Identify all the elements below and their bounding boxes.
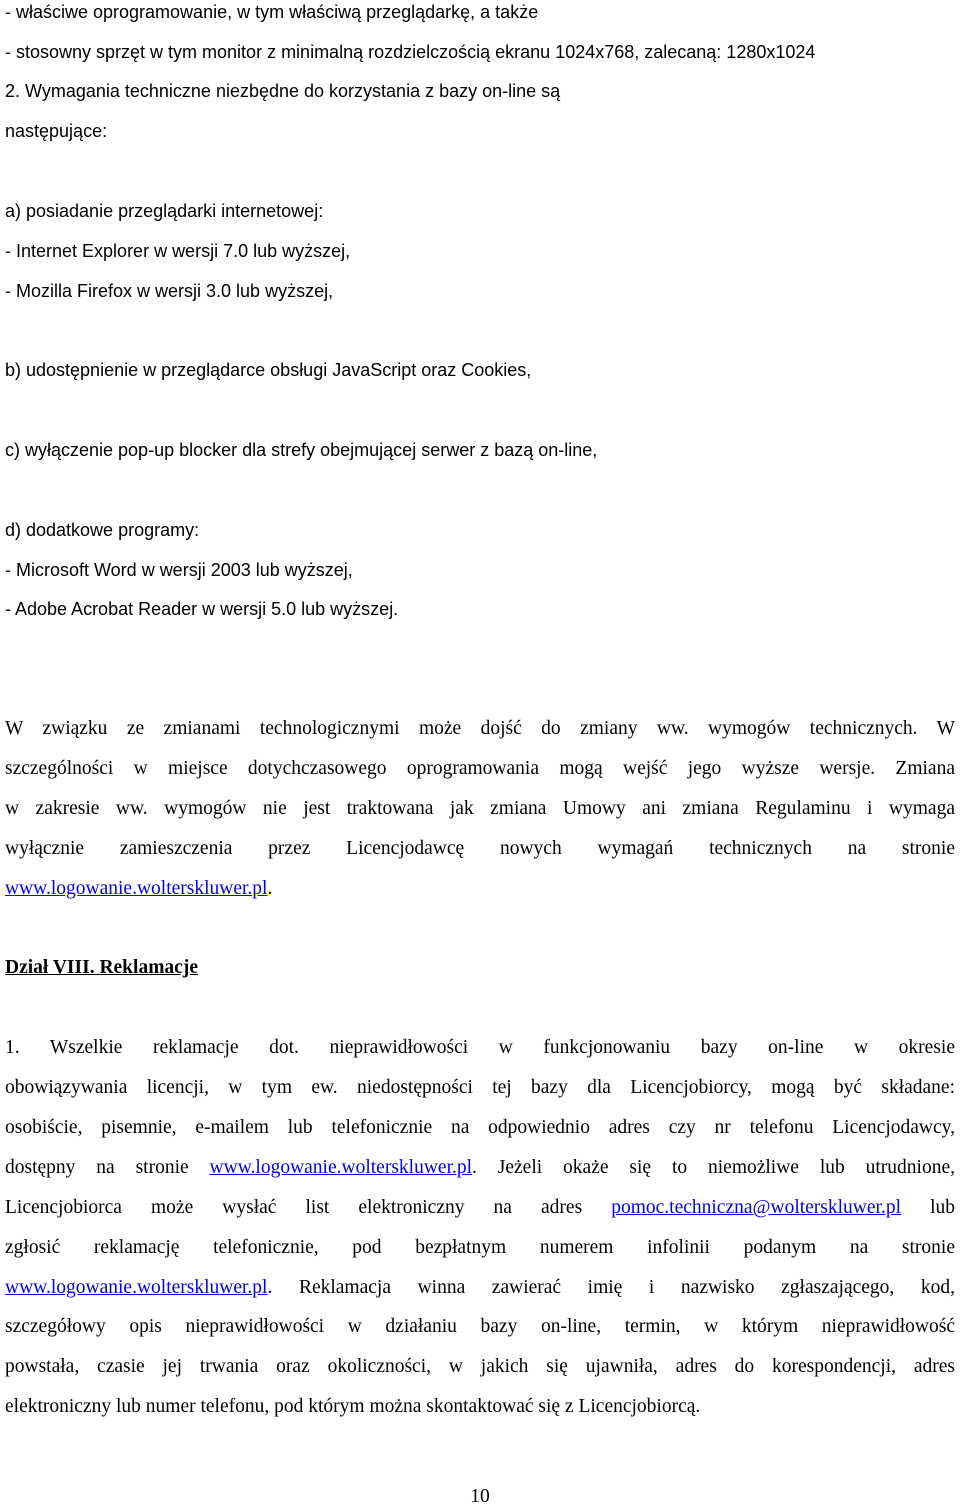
complaints-line-3: osobiście, pisemnie, e-mailem lub telefonicznie na odpowiednio adres czy nr telefonu Licencjodawcy,	[5, 1117, 955, 1138]
item-a-ie: - Internet Explorer w wersji 7.0 lub wyższej,	[5, 241, 351, 261]
complaints-line-10: elektroniczny lub numer telefonu, pod którym można skontaktować się z Licencjobiorcą.	[5, 1396, 701, 1417]
changes-line-1: W związku ze zmianami technologicznymi może dojść do zmiany ww. wymogów technicznych. W	[5, 718, 955, 739]
item-d-word: - Microsoft Word w wersji 2003 lub wyższej,	[5, 560, 353, 580]
changes-line-5	[5, 877, 955, 901]
complaints-line-5-start: Licencjobiorca może wysłać list elektroniczny na adres	[5, 1197, 612, 1218]
support-email-link[interactable]: pomoc.techniczna@wolterskluwer.pl	[611, 1197, 902, 1218]
changes-line-5-tail: .	[267, 878, 273, 899]
complaints-line-4-start: dostępny na stronie	[5, 1157, 210, 1178]
point-2-line-2: następujące:	[5, 121, 108, 141]
complaints-line-1: 1. Wszelkie reklamacje dot. nieprawidłowości w funkcjonowaniu bazy on-line w okresie	[5, 1037, 955, 1058]
page-number: 10	[470, 1486, 490, 1507]
point-2-line-1: 2. Wymagania techniczne niezbędne do korzystania z bazy on-line są	[5, 81, 561, 101]
complaints-line-4-end: . Jeżeli okaże się to niemożliwe lub utrudnione,	[472, 1157, 955, 1178]
website-link[interactable]: www.logowanie.wolterskluwer.pl	[209, 1157, 473, 1178]
requirement-hardware: - stosowny sprzęt w tym monitor z minimalną rozdzielczością ekranu 1024x768, zalecaną: 1280x1024	[5, 42, 816, 62]
item-c: c) wyłączenie pop-up blocker dla strefy obejmującej serwer z bazą on-line,	[5, 440, 598, 460]
item-a-firefox: - Mozilla Firefox w wersji 3.0 lub wyższej,	[5, 281, 334, 301]
item-b: b) udostępnienie w przeglądarce obsługi JavaScript oraz Cookies,	[5, 360, 532, 380]
item-d-title: d) dodatkowe programy:	[5, 520, 200, 540]
complaints-line-4	[5, 1156, 955, 1180]
complaints-line-6: zgłosić reklamację telefonicznie, pod bezpłatnym numerem infolinii podanym na stronie	[5, 1237, 955, 1258]
complaints-line-7	[5, 1276, 955, 1300]
changes-line-2: szczególności w miejsce dotychczasowego oprogramowania mogą wejść jego wyższe wersje. Zmiana	[5, 758, 955, 779]
changes-line-4: wyłącznie zamieszczenia przez Licencjodawcę nowych wymagań technicznych na stronie	[5, 838, 955, 859]
website-link[interactable]: www.logowanie.wolterskluwer.pl	[5, 878, 268, 899]
section-heading: Dział VIII. Reklamacje	[5, 957, 198, 978]
complaints-line-2: obowiązywania licencji, w tym ew. niedostępności tej bazy dla Licencjobiorcy, mogą być składane:	[5, 1077, 955, 1098]
requirement-software: - właściwe oprogramowanie, w tym właściwą przeglądarkę, a także	[5, 2, 539, 22]
complaints-line-5	[5, 1196, 955, 1220]
complaints-line-8: szczegółowy opis nieprawidłowości w działaniu bazy on-line, termin, w którym nieprawidłowość	[5, 1316, 955, 1337]
complaints-line-5-end: lub	[901, 1197, 955, 1218]
changes-line-3: w zakresie ww. wymogów nie jest traktowana jak zmiana Umowy ani zmiana Regulaminu i wymaga	[5, 798, 955, 819]
complaints-line-9: powstała, czasie jej trwania oraz okoliczności, w jakich się ujawniła, adres do korespondencji, adres	[5, 1356, 955, 1377]
complaints-line-7-end: . Reklamacja winna zawierać imię i nazwisko zgłaszającego, kod,	[267, 1277, 955, 1298]
item-a-title: a) posiadanie przeglądarki internetowej:	[5, 201, 324, 221]
item-d-acrobat: - Adobe Acrobat Reader w wersji 5.0 lub wyższej.	[5, 599, 399, 619]
website-link[interactable]: www.logowanie.wolterskluwer.pl	[5, 1277, 268, 1298]
